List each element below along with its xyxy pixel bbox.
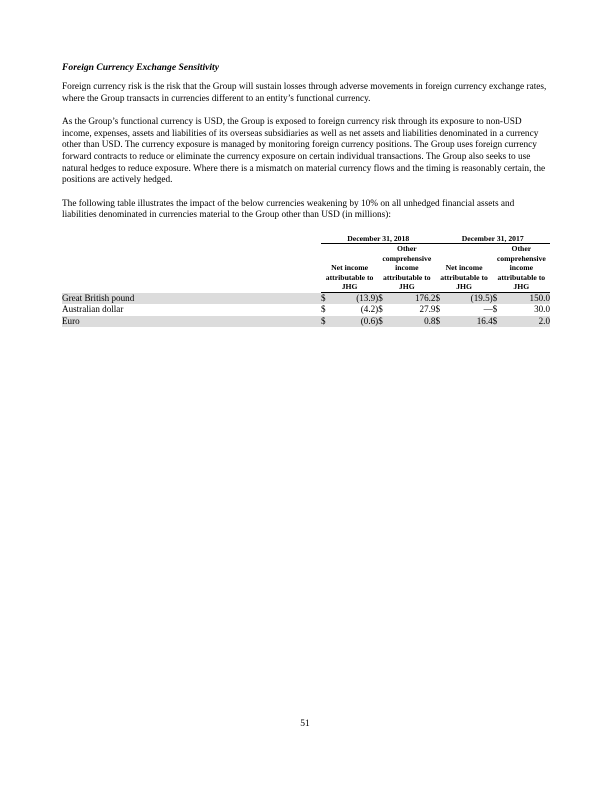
paragraph-3: The following table illustrates the impact of the below currencies weakening by 10% on all unhedged financial assets and liabilities denominated in currencies material to the Group other than USD (in millions): bbox=[62, 198, 515, 221]
currency-symbol: $ bbox=[435, 293, 442, 304]
cell-value: 2.0 bbox=[500, 316, 550, 327]
cell-value: (4.2) bbox=[360, 304, 379, 315]
cell-value: 176.2 bbox=[385, 293, 435, 304]
currency-symbol: $ bbox=[435, 304, 440, 315]
column-header: Other comprehensive income attributable to JHG bbox=[378, 243, 435, 292]
cell-value: (13.9) bbox=[328, 293, 378, 304]
group-header-2018: December 31, 2018 bbox=[321, 234, 435, 244]
currency-symbol: $ bbox=[378, 293, 385, 304]
currency-symbol: $ bbox=[378, 304, 383, 315]
currency-symbol: $ bbox=[492, 304, 498, 315]
column-header: Net income attributable to JHG bbox=[435, 243, 492, 292]
row-label: Australian dollar bbox=[62, 304, 124, 315]
table-row bbox=[62, 316, 550, 327]
column-header: Other comprehensive income attributable to JHG bbox=[493, 243, 550, 292]
currency-symbol: $ bbox=[435, 316, 442, 327]
cell-value: 0.8 bbox=[385, 316, 435, 327]
page-content bbox=[62, 62, 550, 327]
paragraph-2: As the Group’s functional currency is USD, the Group is exposed to foreign currency risk through its exposure to non-USD income, expenses, assets and liabilities of its overseas subsidiaries as well as net assets and liabilities denominated in a currency other than USD. The currency exposure is managed by monitoring foreign currency positions. The Group uses foreign currency forward contracts to reduce or eliminate the currency exposure on certain individual transactions. The Group also seeks to use natural hedges to reduce exposure. Where there is a mismatch on material currency flows and the timing is reasonably certain, the positions are actively hedged. bbox=[62, 117, 546, 186]
currency-symbol: $ bbox=[378, 316, 385, 327]
group-header-2017: December 31, 2017 bbox=[435, 234, 550, 244]
column-header: Net income attributable to JHG bbox=[321, 243, 378, 292]
cell-value: 27.9 bbox=[419, 304, 436, 315]
cell-value: (19.5) bbox=[442, 293, 492, 304]
sensitivity-table bbox=[62, 234, 550, 327]
cell-value: 150.0 bbox=[500, 293, 550, 304]
currency-symbol: $ bbox=[321, 293, 328, 304]
table-row bbox=[62, 304, 550, 315]
table-row bbox=[62, 293, 550, 304]
paragraph-1: Foreign currency risk is the risk that the Group will sustain losses through adverse movements in foreign currency exchange rates, where the Group transacts in currencies different to an entity’s functional currency. bbox=[62, 82, 547, 104]
row-label: Great British pound bbox=[62, 293, 321, 304]
cell-value: 30.0 bbox=[534, 304, 550, 315]
cell-value: — bbox=[483, 304, 493, 315]
page-number: 51 bbox=[300, 719, 310, 729]
section-heading: Foreign Currency Exchange Sensitivity bbox=[62, 62, 219, 73]
currency-symbol: $ bbox=[493, 293, 500, 304]
currency-symbol: $ bbox=[321, 316, 328, 327]
currency-symbol: $ bbox=[321, 304, 326, 315]
row-label: Euro bbox=[62, 316, 321, 327]
cell-value: 16.4 bbox=[442, 316, 492, 327]
currency-symbol: $ bbox=[493, 316, 500, 327]
cell-value: (0.6) bbox=[328, 316, 378, 327]
